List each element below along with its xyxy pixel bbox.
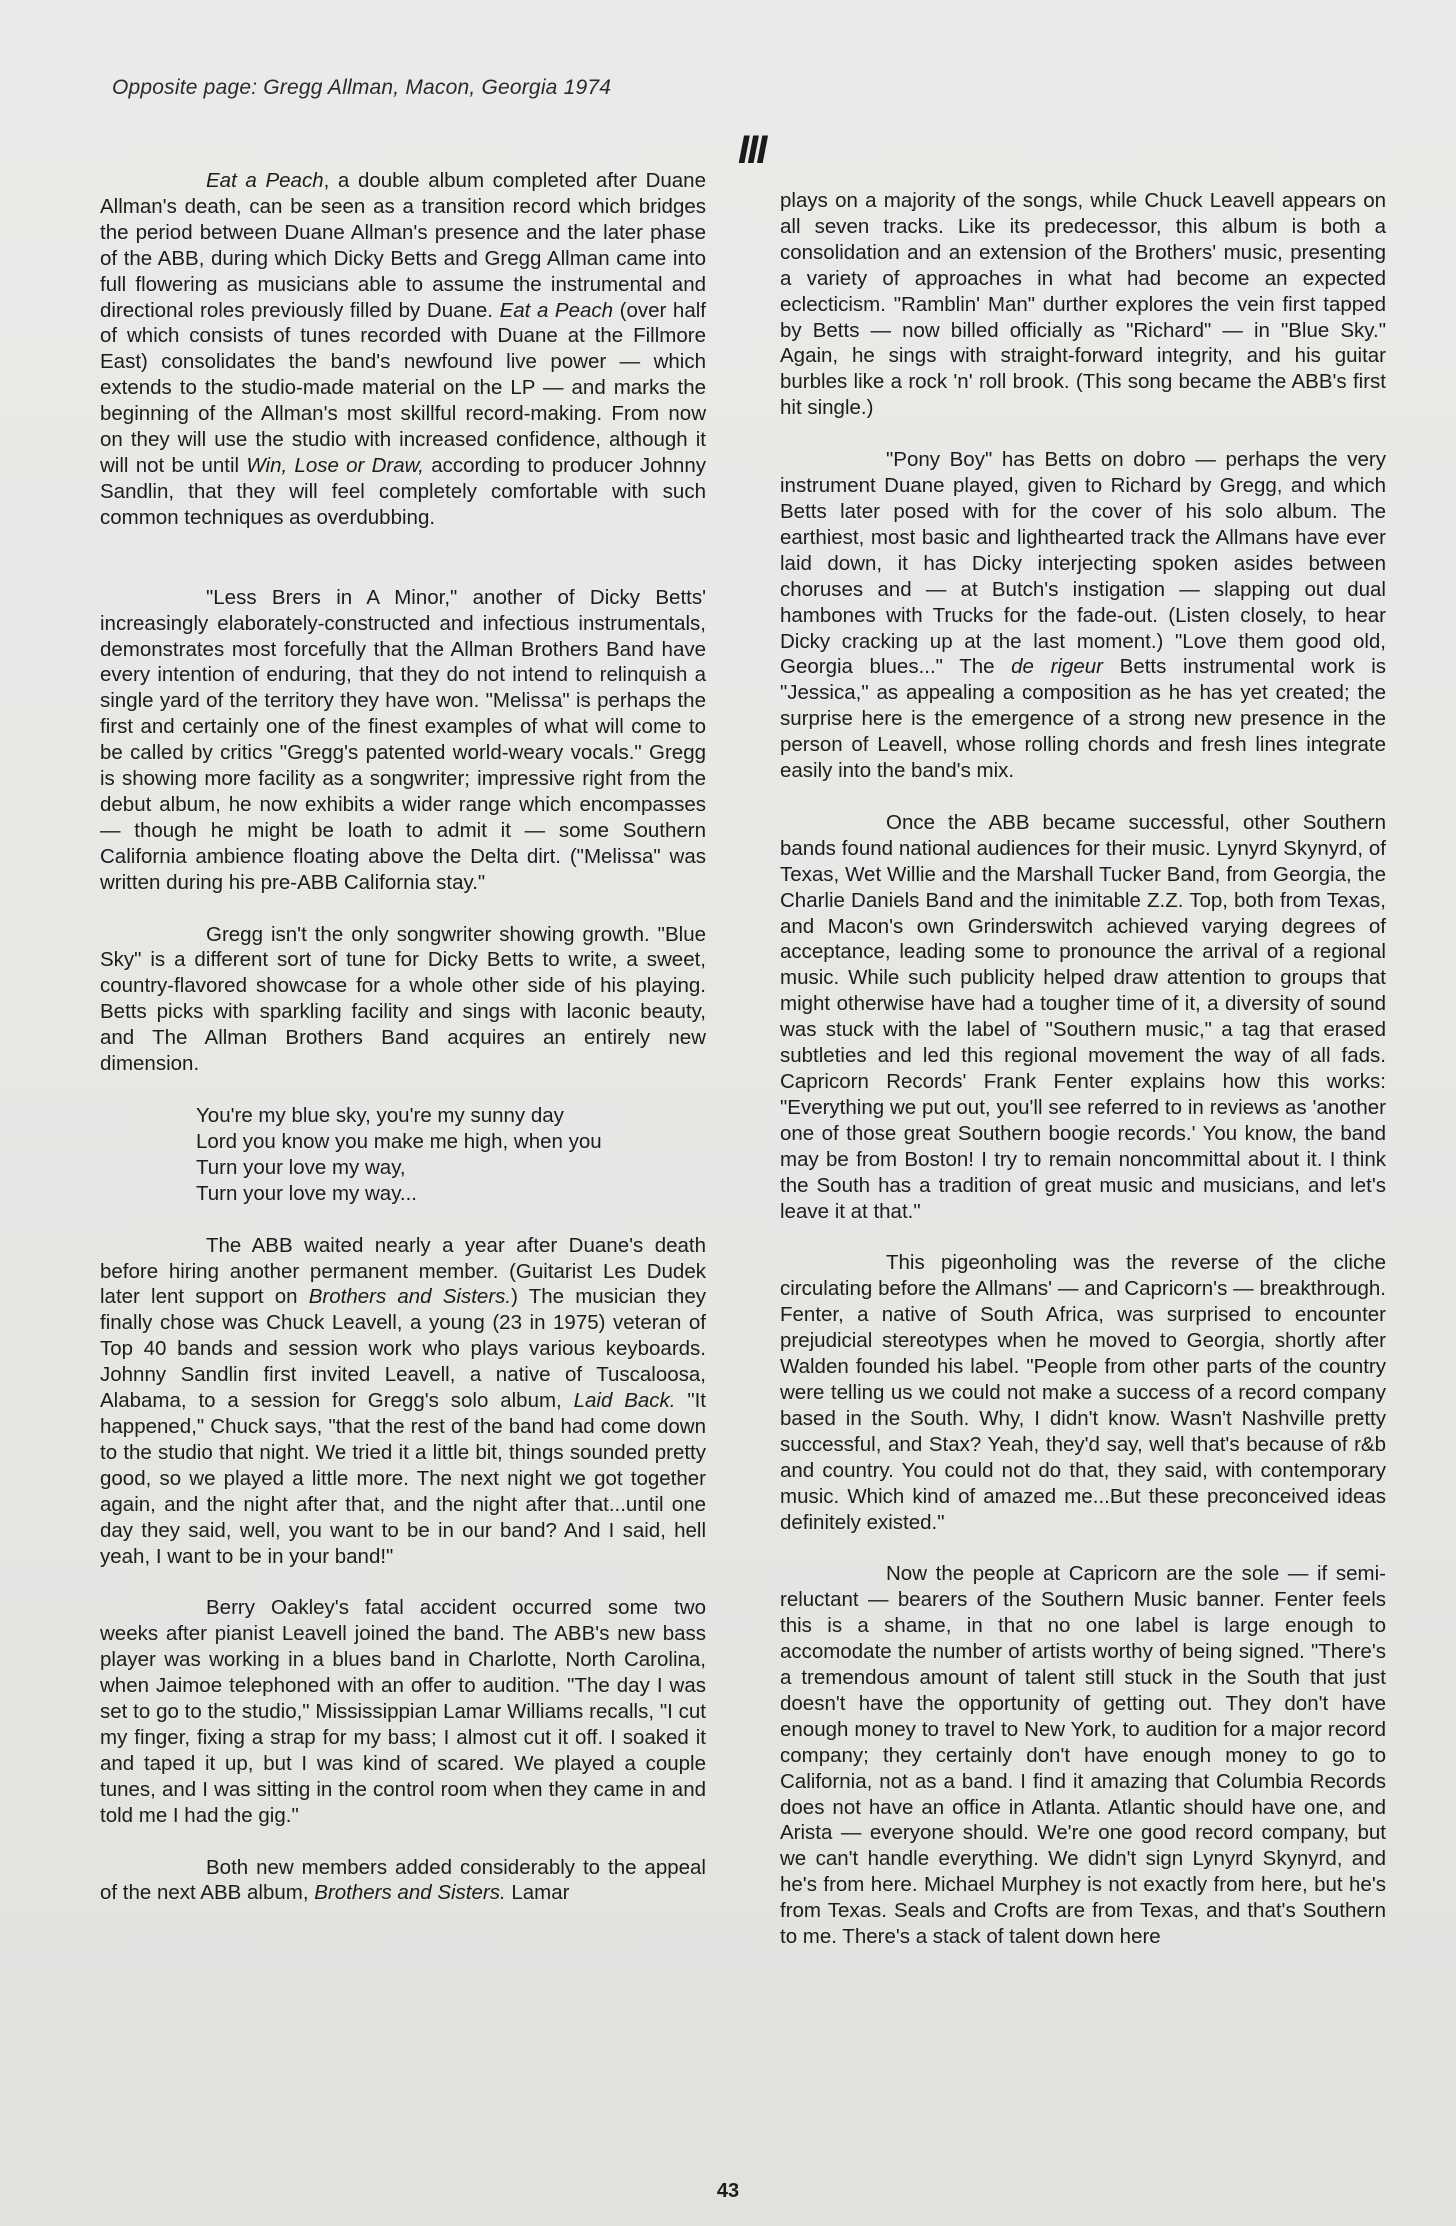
paragraph-lamar-williams: Berry Oakley's fatal accident occurred some two weeks after pianist Leavell joined the band. The ABB's new bass player was working in a blues band in Charlotte, North Carolina, when Jaimoe telephoned with an offer to audition. "The day I was set to go to the studio," Mississippian Lamar Williams recalls, "I cut my finger, fixing a strap for my bass; I almost cut it off. I soaked it and taped it up, but I was kind of scared. We played a couple tunes, and I was sitting in the control room when they came in and told me I had the gig." [100, 1596, 706, 1827]
paragraph-southern-bands: Once the ABB became successful, other Southern bands found national audiences for their music. Lynyrd Skynyrd, of Texas, Wet Willie and the Marshall Tucker Band, from Georgia, the Charlie Daniels Band and the inimitable Z.Z. Top, both from Texas, and Macon's own Grinderswitch achieved varying degrees of acceptance, leading some to pronounce the arrival of a regional music. While such publicity helped draw attention to groups that might otherwise have had a tougher time of it, a diversity of sound was stuck with the label of "Southern music," a tag that erased subtleties and led this regional movement the way of all fads. Capricorn Records' Frank Fenter explains how this works: "Everything we put out, you'll see referred to in reviews as 'another one of those great Southern boogie records.' You know, the band may be from Boston! I try to remain noncommittal about it. I think the South has a tradition of great music and musicians, and let's leave it at that." [780, 810, 1386, 1223]
paragraph-ramblin-man: plays on a majority of the songs, while Chuck Leavell appears on all seven tracks. Like its predecessor, this album is both a consolidation and an extension of the Brothers' music, presenting a variety of approaches in what had become an expected eclecticism. "Ramblin' Man" durther explores the vein first tapped by Betts — now billed officially as "Richard" — in "Blue Sky." Again, he sings with straight-forward integrity, and his guitar burbles like a rock 'n' roll brook. (This song became the ABB's first hit single.) [780, 189, 1386, 420]
paragraph-capricorn: Now the people at Capricorn are the sole — if semi-reluctant — bearers of the Southern Music banner. Fenter feels this is a shame, in that no one label is large enough to accomodate the number of artists worthy of being signed. "There's a tremendous amount of talent still stuck in the South that just doesn't have the opportunity of getting out. They don't have enough money to travel to New York, to audition for a major record company; they certainly don't have enough money to go to California, not as a band. I find it amazing that Columbia Records does not have an office in Atlanta. Atlantic should have one, and Arista — everyone should. We're one good record company, but we can't handle everything. We didn't sign Lynyrd Skynyrd, and he's from here. Michael Murphey is not exactly from here, but he's from Texas. Seals and Crofts are from Texas, and that's Southern to me. There's a stack of talent down here [780, 1562, 1386, 1949]
paragraph-pigeonholing: This pigeonholing was the reverse of the cliche circulating before the Allmans' — and Capricorn's — breakthrough. Fenter, a native of South Africa, was surprised to encounter prejudicial stereotypes when he moved to Georgia, shortly after Walden founded his label. "People from other parts of the country were telling us we could not make a success of a record company based in the South. Why, I didn't know. Wasn't Nashville pretty successful, and Stax? Yeah, they'd say, well that's because of r&b and country. You could not do that, they said, with contemporary music. Which kind of amazed me...But these preconceived ideas definitely existed." [780, 1251, 1386, 1534]
page-number: 43 [716, 2180, 740, 2202]
paragraph-less-brers: "Less Brers in A Minor," another of Dicky Betts' increasingly elaborately-constructed and infectious instrumentals, demonstrates most forcefully that the Allman Brothers Band have every intention of enduring, that they do not intend to relinquish a single yard of the territory they have won. "Melissa" is perhaps the first and certainly one of the finest examples of what will come to be called by critics "Gregg's patented world-weary vocals." Gregg is showing more facility as a songwriter; impressive right from the debut album, he now exhibits a wider range which encompasses — though he might be loath to admit it — some Southern California ambience floating above the Delta dirt. ("Melissa" was written during his pre-ABB California stay." [100, 585, 706, 894]
right-column [780, 188, 1386, 1976]
lyric-line: You're my blue sky, you're my sunny day [196, 1104, 564, 1127]
paragraph-pony-boy: "Pony Boy" has Betts on dobro — perhaps the very instrument Duane played, given to Richard by Gregg, and which Betts later posed with for the cover of his solo album. The earthiest, most basic and lighthearted track the Allmans have ever laid down, it has Dicky interjecting spoken asides between choruses and — at Butch's instigation — slapping out dual hambones with Trucks for the fade-out. (Listen closely, to hear Dicky cracking up at the last moment.) "Love them good old, Georgia blues..." The de rigeur Betts instrumental work is "Jessica," as appealing a composition as he has yet created; the surprise here is the emergence of a strong new presence in the person of Leavell, whose rolling chords and fresh lines integrate easily into the band's mix. [780, 448, 1387, 783]
paragraph-blue-sky: Gregg isn't the only songwriter showing growth. "Blue Sky" is a different sort of tune for Dicky Betts to write, a sweet, country-flavored showcase for a whole other side of his playing. Betts picks with sparkling facility and sings with laconic beauty, and The Allman Brothers Band acquires an entirely new dimension. [100, 922, 706, 1076]
paragraph-eat-a-peach: Eat a Peach, a double album completed after Duane Allman's death, can be seen as a transition record which bridges the period between Duane Allman's presence and the later phase of the ABB, during which Dicky Betts and Gregg Allman came into full flowering as musicians able to assume the instrumental and directional roles previously filled by Duane. Eat a Peach (over half of which consists of tunes recorded with Duane at the Fillmore East) consolidates the band's newfound live power — which extends to the studio-made material on the LP — and marks the beginning of the Allman's most skillful record-making. From now on they will use the studio with increased confidence, although it will not be until Win, Lose or Draw, according to producer Johnny Sandlin, that they will feel completely comfortable with such common techniques as overdubbing. [100, 169, 706, 529]
lyrics-blue-sky [196, 1103, 706, 1207]
photo-caption: Opposite page: Gregg Allman, Macon, Georgia 1974 [112, 76, 612, 99]
lyric-line: Lord you know you make me high, when you [196, 1129, 602, 1153]
lyric-line: Turn your love my way, [196, 1155, 406, 1179]
paragraph-chuck-leavell: The ABB waited nearly a year after Duane's death before hiring another permanent member. (Guitarist Les Dudek later lent support on Brothers and Sisters.) The musician they finally chose was Chuck Leavell, a young (23 in 1975) veteran of Top 40 bands and session work who plays various keyboards. Johnny Sandlin first invited Leavell, a native of Tuscaloosa, Alabama, to a session for Gregg's solo album, Laid Back. "It happened," Chuck says, "that the rest of the band had come down to the studio that night. We tried it a little bit, things sounded pretty good, so we played a little more. The next night we got together again, and the night after that, and the night after that...until one day they said, well, you want to be in our band? And I said, hell yeah, I want to be in your band!" [100, 1233, 706, 1568]
lyric-line: Turn your love my way... [196, 1181, 418, 1205]
paragraph-brothers-and-sisters: Both new members added considerably to the appeal of the next ABB album, Brothers and Sisters. Lamar [100, 1855, 706, 1905]
section-marker: III [738, 128, 766, 172]
left-column [100, 168, 706, 1932]
